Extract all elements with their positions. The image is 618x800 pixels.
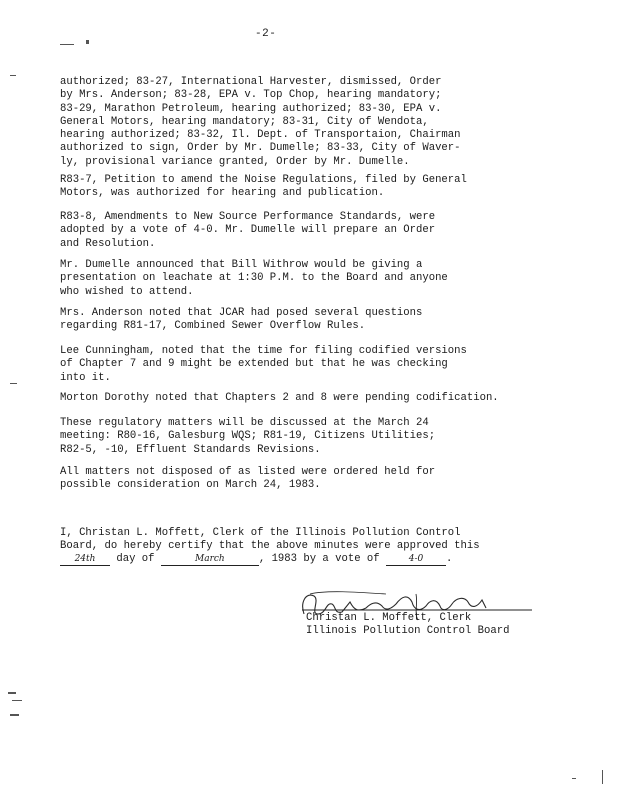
- text-line: Morton Dorothy noted that Chapters 2 and 8 were pending codification.: [60, 392, 499, 404]
- paragraph-dumelle-announcement: [60, 259, 565, 299]
- scan-mark: [8, 692, 16, 694]
- paragraph-r83-7: [60, 174, 565, 201]
- month-handwritten-field: March: [161, 554, 259, 566]
- text-line: of Chapter 7 and 9 might be extended but that he was checking: [60, 358, 448, 371]
- text-line: meeting: R80-16, Galesburg WQS; R81-19, Citizens Utilities;: [60, 430, 436, 443]
- text-line: R83-8, Amendments to New Source Performance Standards, were: [60, 211, 436, 223]
- text-line: hearing authorized; 83-32, Il. Dept. of Transportaion, Chairman: [60, 129, 461, 142]
- scan-mark: [12, 700, 22, 701]
- scan-mark: [60, 44, 74, 45]
- text-line: into it.: [60, 371, 111, 384]
- text-line: possible consideration on March 24, 1983.: [60, 479, 321, 492]
- text-line: adopted by a vote of 4-0. Mr. Dumelle will prepare an Order: [60, 224, 436, 237]
- cert-text: .: [446, 553, 453, 565]
- text-line: authorized; 83-27, International Harvester, dismissed, Order: [60, 76, 442, 88]
- certification-line-2: Board, do hereby certify that the above minutes were approved this: [60, 540, 480, 552]
- scan-mark: [10, 714, 19, 716]
- text-line: 83-29, Marathon Petroleum, hearing authorized; 83-30, EPA v.: [60, 102, 442, 115]
- cert-text: day of: [110, 553, 161, 565]
- text-line: Lee Cunningham, noted that the time for filing codified versions: [60, 345, 467, 357]
- text-line: ly, provisional variance granted, Order by Mr. Dumelle.: [60, 155, 410, 168]
- scan-mark: [10, 75, 16, 76]
- text-line: authorized to sign, Order by Mr. Dumelle; 83-33, City of Waver-: [60, 142, 461, 155]
- signatory-name: Christan L. Moffett, Clerk: [306, 612, 472, 624]
- text-line: Mrs. Anderson noted that JCAR had posed several questions: [60, 307, 423, 319]
- day-handwritten-field: 24th: [60, 554, 110, 566]
- paragraph-regulatory-matters: [60, 417, 565, 457]
- text-line: regarding R81-17, Combined Sewer Overflow Rules.: [60, 320, 366, 333]
- text-line: General Motors, hearing mandatory; 83-31, City of Wendota,: [60, 115, 429, 128]
- text-line: who wished to attend.: [60, 285, 194, 298]
- scan-mark: [572, 778, 576, 779]
- paragraph-pending-codification: [60, 392, 565, 405]
- paragraph-r83-8: [60, 211, 565, 251]
- paragraph-codified-versions: [60, 345, 565, 385]
- page-number: -2-: [255, 28, 277, 40]
- text-line: These regulatory matters will be discussed at the March 24: [60, 417, 429, 429]
- paragraph-jcar-questions: [60, 307, 565, 334]
- text-line: and Resolution.: [60, 237, 156, 250]
- text-line: Motors, was authorized for hearing and publication.: [60, 187, 385, 200]
- text-line: by Mrs. Anderson; 83-28, EPA v. Top Chop, hearing mandatory;: [60, 89, 442, 102]
- paragraph-matters-held: [60, 466, 565, 493]
- text-line: All matters not disposed of as listed were ordered held for: [60, 466, 436, 478]
- scan-mark: [10, 383, 17, 384]
- cert-text: , 1983 by a vote of: [258, 553, 387, 565]
- scan-mark: [86, 40, 89, 44]
- signatory-title: Illinois Pollution Control Board: [306, 625, 510, 637]
- text-line: Mr. Dumelle announced that Bill Withrow would be giving a: [60, 259, 423, 271]
- text-line: R82-5, -10, Effluent Standards Revisions.: [60, 443, 321, 456]
- scan-mark: [602, 770, 603, 784]
- text-line: presentation on leachate at 1:30 P.M. to the Board and anyone: [60, 272, 448, 285]
- certification-line-1: I, Christan L. Moffett, Clerk of the Illinois Pollution Control: [60, 527, 461, 539]
- certification-line-3: [60, 553, 580, 566]
- paragraph-adjudicatory-actions: [60, 76, 565, 169]
- text-line: R83-7, Petition to amend the Noise Regulations, filed by General: [60, 174, 467, 186]
- vote-handwritten-field: 4-0: [386, 554, 446, 566]
